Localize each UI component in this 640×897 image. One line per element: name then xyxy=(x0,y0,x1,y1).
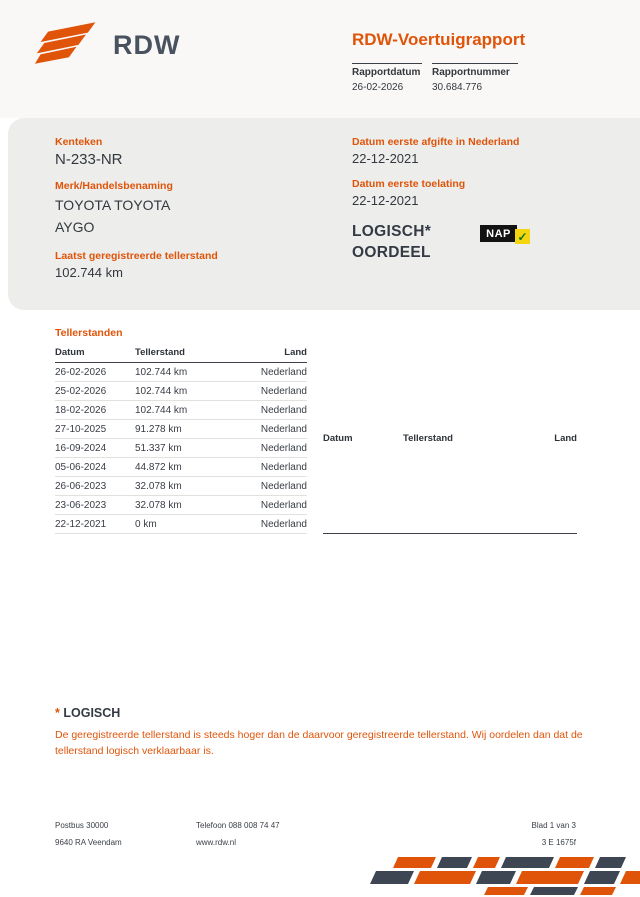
kenteken-value: N-233-NR xyxy=(55,151,123,168)
cell-datum: 27-10-2025 xyxy=(55,420,135,439)
cell-tellerstand: 32.078 km xyxy=(135,496,231,515)
cell-land: Nederland xyxy=(231,363,307,382)
toelating-value: 22-12-2021 xyxy=(352,193,419,208)
report-number-block xyxy=(432,63,518,93)
merk-label: Merk/Handelsbenaming xyxy=(55,180,173,192)
cell-tellerstand: 51.337 km xyxy=(135,439,231,458)
cell-datum: 18-02-2026 xyxy=(55,401,135,420)
cell-tellerstand: 32.078 km xyxy=(135,477,231,496)
rdw-logo-icon xyxy=(33,20,103,71)
cell-land: Nederland xyxy=(231,439,307,458)
report-header xyxy=(0,0,640,118)
road-art-graphic xyxy=(368,857,640,895)
merk-field xyxy=(55,180,218,238)
table-row xyxy=(55,382,307,401)
cell-tellerstand: 102.744 km xyxy=(135,401,231,420)
table-row xyxy=(55,515,307,534)
merk-line2: AYGO xyxy=(55,218,95,235)
report-date-block xyxy=(352,63,422,93)
toelating-field xyxy=(352,178,622,208)
cell-datum: 22-12-2021 xyxy=(55,515,135,534)
column-header-datum: Datum xyxy=(55,347,135,363)
footer-address xyxy=(55,821,122,855)
cell-tellerstand: 102.744 km xyxy=(135,363,231,382)
column-header-land: Land xyxy=(499,347,577,534)
cell-land: Nederland xyxy=(231,477,307,496)
nap-logo-text: NAP xyxy=(480,225,517,242)
report-date-value: 26-02-2026 xyxy=(352,82,404,93)
table-row xyxy=(55,496,307,515)
vehicle-summary-panel xyxy=(8,118,640,310)
column-header-tellerstand: Tellerstand xyxy=(135,347,231,363)
footer-address-line1: Postbus 30000 xyxy=(55,821,109,830)
cell-land: Nederland xyxy=(231,458,307,477)
column-header-tellerstand: Tellerstand xyxy=(403,347,499,534)
afgifte-field xyxy=(352,136,622,166)
merk-line1: TOYOTA TOYOTA xyxy=(55,197,171,213)
merk-value xyxy=(55,195,218,238)
cell-land: Nederland xyxy=(231,382,307,401)
report-number-label: Rapportnummer xyxy=(432,67,510,78)
footnote-asterisk: * xyxy=(55,706,60,720)
nap-logo xyxy=(480,225,536,251)
cell-tellerstand: 91.278 km xyxy=(135,420,231,439)
table-header-row xyxy=(323,347,577,534)
summary-left-column xyxy=(55,136,218,292)
kenteken-field xyxy=(55,136,218,168)
footer-phone: Telefoon 088 008 74 47 xyxy=(196,821,280,830)
cell-land: Nederland xyxy=(231,515,307,534)
cell-datum: 25-02-2026 xyxy=(55,382,135,401)
tellerstanden-heading: Tellerstanden xyxy=(55,327,123,339)
nap-check-icon: ✓ xyxy=(515,229,530,244)
verdict-block xyxy=(352,222,622,264)
column-header-land: Land xyxy=(231,347,307,363)
afgifte-value: 22-12-2021 xyxy=(352,151,419,166)
cell-datum: 26-02-2026 xyxy=(55,363,135,382)
tellerstanden-table-right xyxy=(323,347,577,534)
rdw-logo xyxy=(33,20,180,71)
cell-datum: 16-09-2024 xyxy=(55,439,135,458)
footer-page-number: Blad 1 van 3 xyxy=(531,821,576,830)
cell-datum: 26-06-2023 xyxy=(55,477,135,496)
column-header-datum: Datum xyxy=(323,347,403,534)
table-header-row xyxy=(55,347,307,363)
cell-tellerstand: 102.744 km xyxy=(135,382,231,401)
afgifte-label: Datum eerste afgifte in Nederland xyxy=(352,136,520,148)
footnote-title xyxy=(55,706,583,720)
table-row xyxy=(55,420,307,439)
laatste-tellerstand-field xyxy=(55,250,218,280)
toelating-label: Datum eerste toelating xyxy=(352,178,466,190)
verdict-text xyxy=(352,222,480,264)
footnote-text: De geregistreerde tellerstand is steeds hoger dan de daarvoor geregistreerde tellerstand. Wij oordelen dan dat de tellerstand logisch verklaarbaar is. xyxy=(55,729,583,757)
cell-datum: 05-06-2024 xyxy=(55,458,135,477)
footer-pagination xyxy=(532,821,576,855)
footer-doc-code: 3 E 1675f xyxy=(541,838,576,847)
report-date-label: Rapportdatum xyxy=(352,67,421,78)
table-row xyxy=(55,439,307,458)
page-title: RDW-Voertuigrapport xyxy=(352,30,526,49)
tellerstanden-tables xyxy=(55,347,577,534)
kenteken-label: Kenteken xyxy=(55,136,103,148)
laatste-tellerstand-label: Laatst geregistreerde tellerstand xyxy=(55,250,218,263)
footer-website-link[interactable]: www.rdw.nl xyxy=(196,838,237,847)
laatste-tellerstand-value: 102.744 km xyxy=(55,265,123,281)
table-row xyxy=(55,401,307,420)
footer-address-line2: 9640 RA Veendam xyxy=(55,838,122,847)
tellerstanden-section xyxy=(55,327,577,534)
verdict-line2: OORDEEL xyxy=(352,243,431,261)
tellerstanden-table-left xyxy=(55,347,307,534)
cell-tellerstand: 44.872 km xyxy=(135,458,231,477)
cell-tellerstand: 0 km xyxy=(135,515,231,534)
verdict-line1: LOGISCH* xyxy=(352,223,432,240)
rdw-logo-text: RDW xyxy=(113,30,181,60)
table-row xyxy=(55,477,307,496)
report-number-value: 30.684.776 xyxy=(432,82,483,93)
table-row xyxy=(55,458,307,477)
report-title-block xyxy=(352,30,525,93)
table-row xyxy=(55,363,307,382)
footnote-title-text: LOGISCH xyxy=(63,706,121,720)
cell-land: Nederland xyxy=(231,496,307,515)
footer-contact xyxy=(196,821,280,855)
cell-land: Nederland xyxy=(231,420,307,439)
cell-land: Nederland xyxy=(231,401,307,420)
cell-datum: 23-06-2023 xyxy=(55,496,135,515)
summary-right-column xyxy=(352,136,622,264)
logisch-footnote xyxy=(55,706,583,760)
report-meta xyxy=(352,63,525,93)
